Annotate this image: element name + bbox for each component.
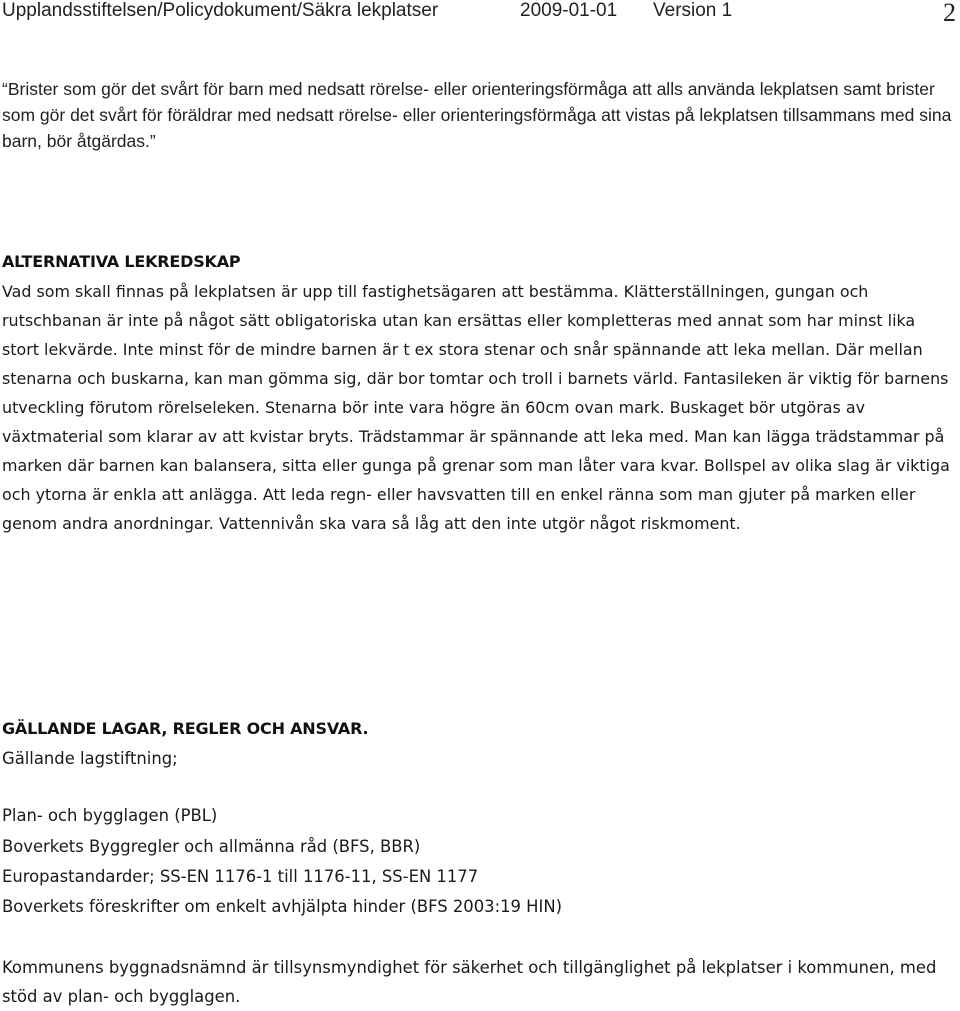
heading-alternativa-lekredskap: ALTERNATIVA LEKREDSKAP <box>2 252 241 271</box>
page-number: 2 <box>943 0 956 27</box>
document-date: 2009-01-01 <box>520 0 618 21</box>
heading-gallande-lagar: GÄLLANDE LAGAR, REGLER OCH ANSVAR. <box>2 719 369 738</box>
law-item: Plan- och bygglagen (PBL) <box>2 806 218 825</box>
lagstiftning-intro: Gällande lagstiftning; <box>2 749 178 768</box>
closing-paragraph: Kommunens byggnadsnämnd är tillsynsmyndighet för säkerhet och tillgänglighet på lekplatser i kommunen, med stöd av plan- och bygglagen. <box>2 958 937 1006</box>
law-item: Europastandarder; SS-EN 1176-1 till 1176-11, SS-EN 1177 <box>2 867 479 886</box>
law-item: Boverkets föreskrifter om enkelt avhjälpta hinder (BFS 2003:19 HIN) <box>2 897 562 916</box>
document-path: Upplandsstiftelsen/Policydokument/Säkra lekplatser <box>2 0 439 21</box>
alternativa-paragraph: Vad som skall finnas på lekplatsen är upp till fastighetsägaren att bestämma. Klätterställningen, gungan och rutschbanan är inte på något sätt obligatoriska utan kan ersättas eller kompletteras med annat som har minst lika stort lekvärde. Inte minst för de mindre barnen är t ex stora stenar och snår spännande att leka mellan. Där mellan stenarna och buskarna, kan man gömma sig, där bor tomtar och troll i barnets värld. Fantasileken är viktig för barnens utveckling förutom rörelseleken. Stenarna bör inte vara högre än 60cm ovan mark. Buskaget bör utgöras av växtmaterial som klarar av att kvistar bryts. Trädstammar är spännande att leka med. Man kan lägga trädstammar på marken där barnen kan balansera, sitta eller gunga på grenar som man låter vara kvar. Bollspel av olika slag är viktiga och ytorna är enkla att anlägga. Att leda regn- eller havsvatten till en enkel ränna som man gjuter på marken eller genom andra anordningar. Vattennivån ska vara så låg att den inte utgör något riskmoment. <box>2 282 950 533</box>
page-header <box>2 0 958 30</box>
law-item: Boverkets Byggregler och allmänna råd (BFS, BBR) <box>2 837 421 856</box>
document-version: Version 1 <box>653 0 733 21</box>
quote-paragraph: “Brister som gör det svårt för barn med nedsatt rörelse- eller orienteringsförmåga att alls använda lekplatsen samt brister som gör det svårt för föräldrar med nedsatt rörelse- eller orienteringsförmåga att vistas på lekplatsen tillsammans med sina barn, bör åtgärdas.” <box>2 79 952 151</box>
